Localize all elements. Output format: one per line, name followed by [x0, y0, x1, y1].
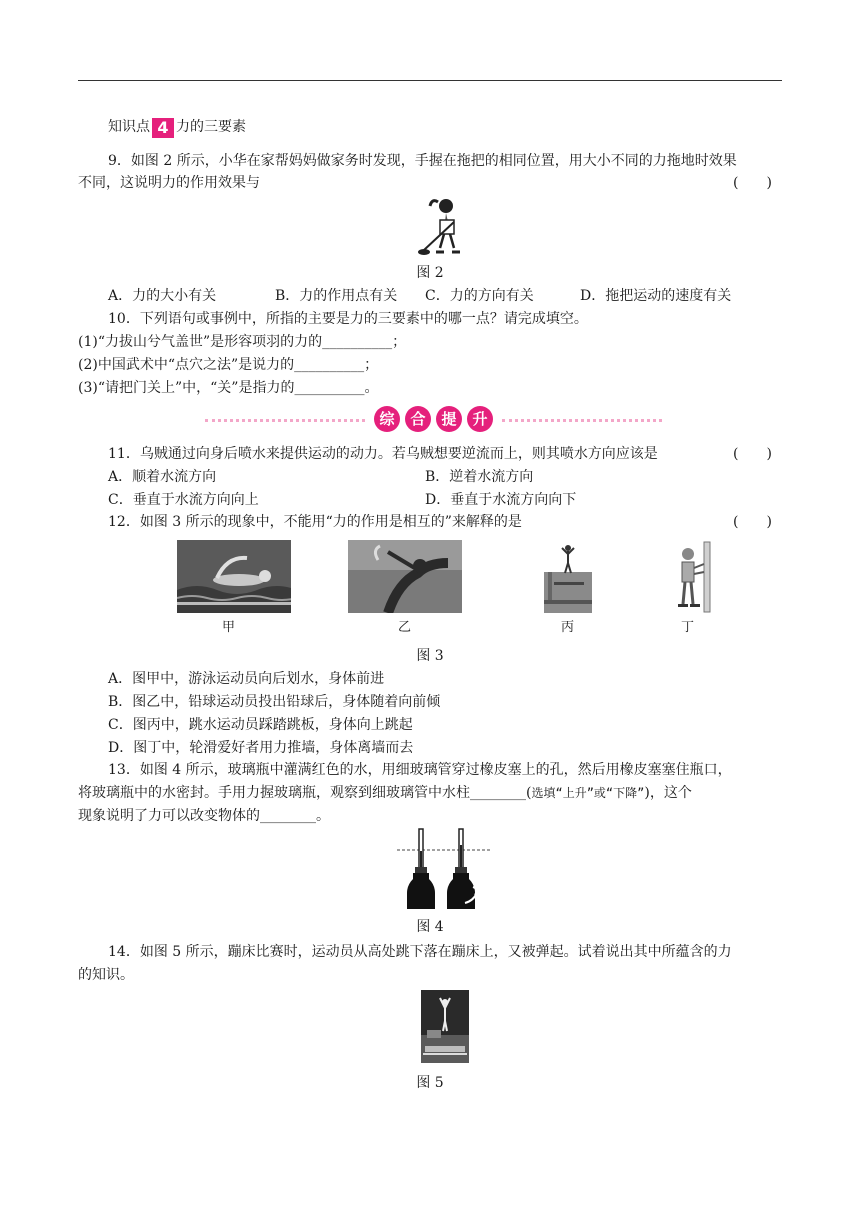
skater-pushing-wall-figure [668, 540, 712, 613]
shot-put-photo [348, 540, 462, 613]
banner-char-2: 合 [405, 406, 431, 432]
q13-choice-hint: 选填“上升”或“下降” [531, 786, 645, 800]
section-heading [108, 117, 246, 138]
swimmer-photo [177, 540, 291, 613]
q14-line2: 的知识。 [78, 967, 134, 983]
banner-char-4: 升 [467, 406, 493, 432]
q14-line1: 14．如图 5 所示，蹦床比赛时，运动员从高处跳下落在蹦床上，又被弹起。试着说出其中所蕴含的力 [108, 944, 732, 960]
q11-option-a[interactable]: A．顺着水流方向 [108, 469, 217, 485]
q10-item-1[interactable]: (1)“力拔山兮气盖世”是形容项羽的力的__________； [78, 334, 407, 350]
q13-line2 [78, 783, 692, 803]
photo-label-bing: 丙 [561, 620, 575, 635]
glass-bottle-figure [397, 827, 491, 912]
q13-line2-tail: )，这个 [644, 785, 692, 801]
q9-answer-paren[interactable]: ( ) [733, 175, 772, 191]
photo-label-ding: 丁 [681, 620, 695, 635]
trampoline-photo [421, 990, 469, 1063]
photo-label-yi: 乙 [398, 620, 412, 635]
q13-line3: 现象说明了力可以改变物体的________。 [78, 808, 330, 824]
q9-line1: 9．如图 2 所示，小华在家帮妈妈做家务时发现，手握在拖把的相同位置，用大小不同的力拖地时效果 [108, 153, 737, 169]
mopping-girl-figure [418, 196, 468, 258]
q9-option-d[interactable]: D．拖把运动的速度有关 [580, 288, 732, 304]
q9-option-b[interactable]: B．力的作用点有关 [275, 288, 398, 304]
section-number-badge: 4 [152, 118, 174, 138]
figure-4-caption: 图 4 [416, 919, 444, 935]
q9-line2: 不同，这说明力的作用效果与 [78, 175, 260, 191]
q11-stem: 11．乌贼通过向身后喷水来提供运动的动力。若乌贼想要逆流而上，则其喷水方向应该是 [108, 446, 658, 462]
figure-3-caption: 图 3 [416, 648, 444, 664]
q13-line2-text: 将玻璃瓶中的水密封。手用力握玻璃瓶，观察到细玻璃管中水柱________( [78, 785, 532, 801]
banner-char-1: 综 [374, 406, 400, 432]
header-rule [78, 80, 782, 81]
q12-option-c[interactable]: C．图丙中，跳水运动员踩踏跳板，身体向上跳起 [108, 717, 413, 733]
banner-char-3: 提 [436, 406, 462, 432]
section-prefix: 知识点 [108, 119, 150, 135]
q11-option-c[interactable]: C．垂直于水流方向向上 [108, 492, 259, 508]
q12-option-a[interactable]: A．图甲中，游泳运动员向后划水，身体前进 [108, 671, 385, 687]
figure-2-caption: 图 2 [416, 265, 444, 281]
q10-item-2[interactable]: (2)中国武术中“点穴之法”是说力的__________； [78, 357, 379, 373]
q12-option-b[interactable]: B．图乙中，铅球运动员投出铅球后，身体随着向前倾 [108, 694, 441, 710]
section-title: 力的三要素 [176, 119, 246, 135]
q12-option-d[interactable]: D．图丁中，轮滑爱好者用力推墙，身体离墙而去 [108, 740, 414, 756]
q11-answer-paren[interactable]: ( ) [733, 446, 772, 462]
photo-label-jia: 甲 [222, 620, 236, 635]
q9-option-c[interactable]: C．力的方向有关 [425, 288, 534, 304]
q10-item-3[interactable]: (3)“请把门关上”中，“关”是指力的__________。 [78, 380, 379, 396]
banner-dots-right [502, 419, 662, 422]
q13-line1: 13．如图 4 所示，玻璃瓶中灌满红色的水，用细玻璃管穿过橡皮塞上的孔，然后用橡皮塞塞住瓶口， [108, 762, 732, 778]
q11-option-d[interactable]: D．垂直于水流方向向下 [425, 492, 577, 508]
q12-stem: 12．如图 3 所示的现象中，不能用“力的作用是相互的”来解释的是 [108, 514, 522, 530]
diver-photo [544, 540, 592, 613]
q12-answer-paren[interactable]: ( ) [733, 514, 772, 530]
figure-5-caption: 图 5 [416, 1075, 444, 1091]
q11-option-b[interactable]: B．逆着水流方向 [425, 469, 534, 485]
q10-stem: 10．下列语句或事例中，所指的主要是力的三要素中的哪一点？请完成填空。 [108, 311, 588, 327]
banner-dots-left [205, 419, 365, 422]
q9-option-a[interactable]: A．力的大小有关 [108, 288, 217, 304]
